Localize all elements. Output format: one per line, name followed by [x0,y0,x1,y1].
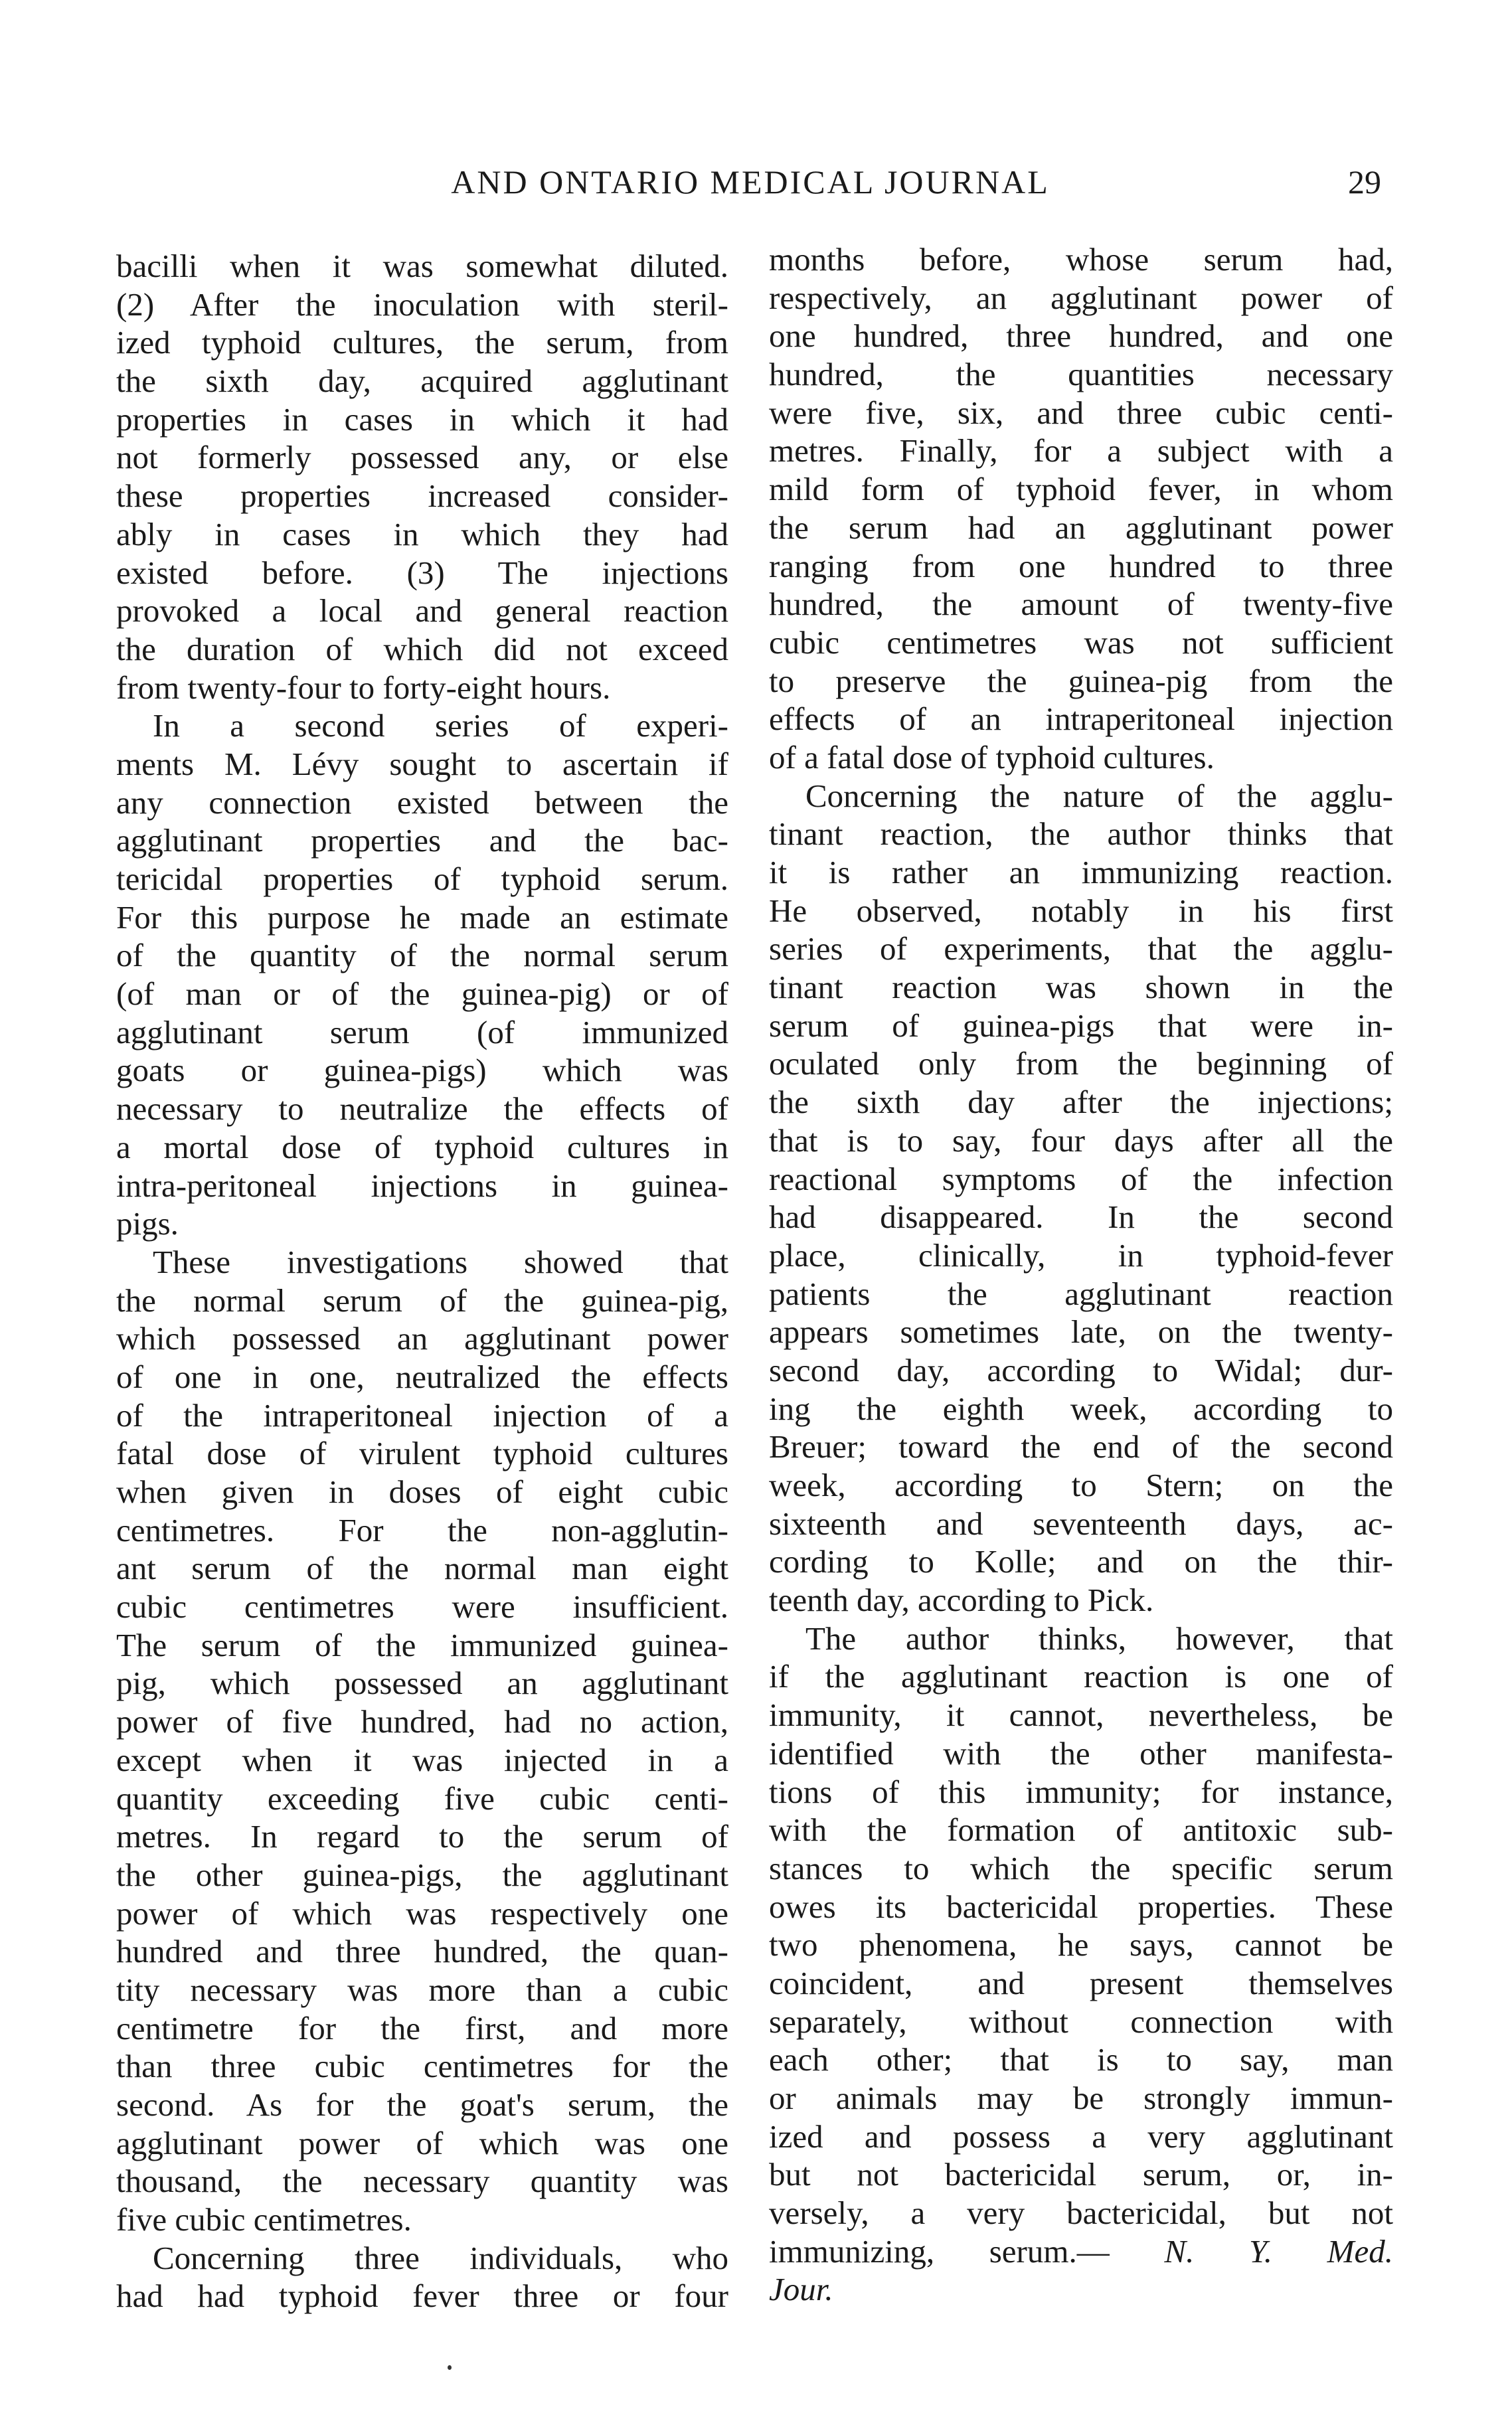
line-text: that is to say, four days after all the [769,1122,1393,1159]
line-text: had disappeared. In the second [769,1199,1393,1236]
text-line [116,2239,728,2278]
text-line [769,1198,1393,1236]
text-line [116,362,728,400]
line-text: In a second series of experi- [153,707,728,744]
line-text: which possessed an agglutinant power [116,1320,728,1357]
line-text: power of which was respectively one [116,1894,728,1932]
text-line [116,1971,728,2009]
text-line [116,745,728,784]
text-line [116,707,728,745]
line-text: Concerning the nature of the agglu- [805,777,1393,814]
text-line [116,2086,728,2124]
text-line [116,1549,728,1588]
line-text: the serum had an agglutinant power [769,509,1393,546]
line-text: hundred, the amount of twenty-five [769,586,1393,623]
text-line [116,1588,728,1626]
line-text: two phenomena, he says, cannot be [769,1926,1393,1963]
line-text: The serum of the immunized guinea- [116,1626,728,1663]
text-line [769,1657,1393,1696]
page-number: 29 [1348,163,1381,201]
text-line [116,477,728,515]
line-text: He observed, notably in his first [769,892,1393,929]
text-line [769,2079,1393,2118]
text-line [116,1703,728,1741]
line-text: intra-peritoneal injections in guinea- [116,1167,728,1204]
citation-text: Jour. [769,2271,833,2308]
text-line [116,2009,728,2048]
line-text: the normal serum of the guinea-pig, [116,1282,728,1319]
text-line [116,438,728,477]
text-line [116,1856,728,1894]
line-text: Concerning three individuals, who [153,2239,728,2276]
text-line [769,2194,1393,2232]
text-line [769,1620,1393,1658]
left-column [116,247,728,2315]
line-text: centimetre for the first, and more [116,2009,728,2046]
line-text: agglutinant serum (of immunized [116,1013,728,1050]
line-text: hundred, the quantities necessary [769,356,1393,393]
line-text: of one in one, neutralized the effects [116,1358,728,1395]
text-line [116,323,728,362]
line-text: effects of an intraperitoneal injection [769,701,1393,738]
text-line [116,1817,728,1856]
text-line [116,669,728,707]
text-line [769,1543,1393,1581]
line-text: cording to Kolle; and on the thir- [769,1543,1393,1580]
line-text: provoked a local and general reaction [116,592,728,629]
text-line [769,815,1393,853]
line-text: a mortal dose of typhoid cultures in [116,1128,728,1165]
text-line [769,279,1393,317]
line-text: except when it was injected in a [116,1741,728,1778]
page-header [0,163,1512,209]
line-text: hundred and three hundred, the quan- [116,1933,728,1970]
citation-text: N. Y. Med. [1109,2232,1393,2270]
text-line [769,777,1393,815]
text-line [769,892,1393,930]
text-line [769,1888,1393,1926]
text-line [769,700,1393,738]
text-line [116,1473,728,1511]
text-line [116,1319,728,1358]
text-line [116,1664,728,1703]
text-line [116,784,728,822]
line-text: agglutinant properties and the bac- [116,822,728,859]
line-text: months before, whose serum had, [769,241,1393,278]
text-line [769,355,1393,394]
line-text: ably in cases in which they had [116,515,728,552]
text-line [769,432,1393,470]
text-line [769,2155,1393,2194]
line-text: to preserve the guinea-pig from the [769,662,1393,699]
text-line [116,1013,728,1052]
text-line [116,1396,728,1435]
line-text: (of man or of the guinea-pig) or of [116,975,728,1013]
line-text: one hundred, three hundred, and one [769,317,1393,355]
text-line [116,247,728,286]
text-line [769,585,1393,624]
text-line [769,1428,1393,1466]
text-line [769,1160,1393,1199]
line-text: tericidal properties of typhoid serum. [116,861,728,897]
text-line [116,592,728,630]
text-line [769,317,1393,355]
text-line [116,2277,728,2315]
text-line [769,1811,1393,1849]
line-text: pig, which possessed an agglutinant [116,1665,728,1702]
line-text: existed before. (3) The injections [116,554,728,591]
text-line [769,1696,1393,1734]
line-text: (2) After the inoculation with steril- [116,286,728,323]
line-text: agglutinant power of which was one [116,2124,728,2161]
line-text: the sixth day, acquired agglutinant [116,363,728,400]
text-line [116,1128,728,1167]
text-line [116,515,728,554]
line-text: the other guinea-pigs, the agglutinant [116,1856,728,1893]
right-column [769,240,1393,2309]
text-line [769,240,1393,279]
text-line [116,1243,728,1282]
line-text: when given in doses of eight cubic [116,1473,728,1510]
text-line [769,662,1393,701]
print-speck [448,2365,452,2370]
line-text: sixteenth and seventeenth days, ac- [769,1505,1393,1542]
line-text: of a fatal dose of typhoid cultures. [769,738,1215,776]
text-line [769,738,1393,777]
text-line [116,2162,728,2201]
line-text: it is rather an immunizing reaction. [769,854,1393,890]
line-text: tity necessary was more than a cubic [116,1971,728,2008]
line-text: of the quantity of the normal serum [116,937,728,974]
text-line [769,1044,1393,1083]
line-text: Breuer; toward the end of the second [769,1428,1393,1465]
line-text: metres. In regard to the serum of [116,1818,728,1855]
text-line [116,1051,728,1090]
text-line [116,2124,728,2163]
text-line [769,853,1393,892]
line-text: the sixth day after the injections; [769,1084,1393,1121]
text-line [769,1313,1393,1351]
text-line [116,1780,728,1818]
line-text: but not bactericidal serum, or, in- [769,2156,1393,2193]
text-line [769,624,1393,662]
line-text: each other; that is to say, man [769,2041,1393,2078]
line-text: versely, a very bactericidal, but not [769,2195,1393,2232]
line-text: identified with the other manifesta- [769,1734,1393,1772]
line-text: owes its bactericidal properties. These [769,1888,1393,1925]
line-text: respectively, an agglutinant power of [769,279,1393,316]
text-line [769,2118,1393,2156]
text-line [116,1626,728,1665]
text-line [116,936,728,975]
text-line [116,1282,728,1320]
line-text: immunizing, serum.— [769,2232,1110,2270]
text-line [769,1390,1393,1428]
line-text: if the agglutinant reaction is one of [769,1658,1393,1695]
line-text: cubic centimetres were insufficient. [116,1588,728,1626]
line-text: centimetres. For the non-agglutin- [116,1511,728,1548]
line-text: ranging from one hundred to three [769,547,1393,584]
line-text: properties in cases in which it had [116,400,728,438]
text-line [116,1741,728,1780]
line-text: week, according to Stern; on the [769,1467,1393,1503]
line-text: the duration of which did not exceed [116,630,728,667]
text-line [769,1466,1393,1505]
line-text: series of experiments, that the agglu- [769,930,1393,967]
text-line [116,975,728,1013]
text-line [769,2270,1393,2309]
text-line [769,2041,1393,2079]
text-line [116,286,728,324]
text-line [769,547,1393,586]
line-text: not formerly possessed any, or else [116,439,728,476]
line-text: goats or guinea-pigs) which was [116,1052,728,1089]
text-line [769,1122,1393,1160]
text-line [116,1894,728,1933]
line-text: ments M. Lévy sought to ascertain if [116,745,728,782]
line-text: tinant reaction was shown in the [769,969,1393,1006]
line-text: fatal dose of virulent typhoid cultures [116,1435,728,1472]
line-text: quantity exceeding five cubic centi- [116,1780,728,1817]
line-text: from twenty-four to forty-eight hours. [116,669,611,706]
line-text: had had typhoid fever three or four [116,2278,728,2315]
line-text: of the intraperitoneal injection of a [116,1396,728,1434]
text-line [769,1505,1393,1543]
text-line [769,1083,1393,1122]
line-text: these properties increased consider- [116,477,728,515]
line-text: separately, without connection with [769,2003,1393,2040]
text-line [769,1849,1393,1888]
text-line [116,1932,728,1971]
line-text: second. As for the goat's serum, the [116,2086,728,2123]
line-text: serum of guinea-pigs that were in- [769,1007,1393,1044]
text-line [116,1434,728,1473]
text-line [116,2201,728,2239]
text-line [769,968,1393,1007]
line-text: coincident, and present themselves [769,1964,1393,2001]
text-line [769,2232,1393,2271]
text-line [116,630,728,669]
line-text: These investigations showed that [153,1243,728,1280]
text-line [769,1964,1393,2003]
text-line [116,1358,728,1396]
text-line [769,509,1393,547]
text-line [769,1581,1393,1620]
text-line [769,1275,1393,1313]
line-text: For this purpose he made an estimate [116,898,728,936]
text-line [769,930,1393,968]
text-line [116,821,728,860]
line-text: bacilli when it was somewhat diluted. [116,248,728,284]
line-text: necessary to neutralize the effects of [116,1090,728,1127]
text-line [116,898,728,937]
text-line [116,400,728,439]
text-line [769,1773,1393,1811]
line-text: ized typhoid cultures, the serum, from [116,324,728,361]
line-text: tions of this immunity; for instance, [769,1773,1393,1810]
line-text: reactional symptoms of the infection [769,1160,1393,1197]
text-line [769,394,1393,432]
line-text: were five, six, and three cubic centi- [769,394,1393,431]
text-line [116,1511,728,1550]
line-text: oculated only from the beginning of [769,1045,1393,1082]
line-text: metres. Finally, for a subject with a [769,432,1393,469]
text-line [769,1007,1393,1045]
line-text: five cubic centimetres. [116,2201,412,2238]
line-text: with the formation of antitoxic sub- [769,1811,1393,1849]
text-line [769,470,1393,509]
line-text: second day, according to Widal; dur- [769,1351,1393,1388]
text-line [769,1734,1393,1773]
line-text: The author thinks, however, that [805,1620,1393,1657]
line-text: stances to which the specific serum [769,1849,1393,1886]
text-line [116,2047,728,2086]
text-line [116,554,728,592]
running-title: AND ONTARIO MEDICAL JOURNAL [451,163,1050,201]
text-line [116,1167,728,1205]
line-text: or animals may be strongly immun- [769,2080,1393,2116]
line-text: place, clinically, in typhoid-fever [769,1236,1393,1274]
line-text: cubic centimetres was not sufficient [769,624,1393,661]
line-text: ized and possess a very agglutinant [769,2118,1393,2155]
line-text: ant serum of the normal man eight [116,1550,728,1587]
text-line [116,1205,728,1243]
text-line [769,1236,1393,1275]
line-text: immunity, it cannot, nevertheless, be [769,1697,1393,1734]
text-line [116,860,728,898]
text-line [116,1090,728,1128]
text-line [769,2003,1393,2041]
line-text: patients the agglutinant reaction [769,1275,1393,1312]
line-text: tinant reaction, the author thinks that [769,815,1393,853]
line-text: pigs. [116,1205,179,1242]
line-text: thousand, the necessary quantity was [116,2163,728,2200]
line-text: ing the eighth week, according to [769,1390,1393,1427]
text-line [769,1926,1393,1964]
line-text: than three cubic centimetres for the [116,2048,728,2085]
text-line [769,1351,1393,1390]
line-text: any connection existed between the [116,784,728,821]
line-text: mild form of typhoid fever, in whom [769,471,1393,508]
line-text: teenth day, according to Pick. [769,1582,1154,1619]
line-text: appears sometimes late, on the twenty- [769,1313,1393,1351]
line-text: power of five hundred, had no action, [116,1703,728,1740]
